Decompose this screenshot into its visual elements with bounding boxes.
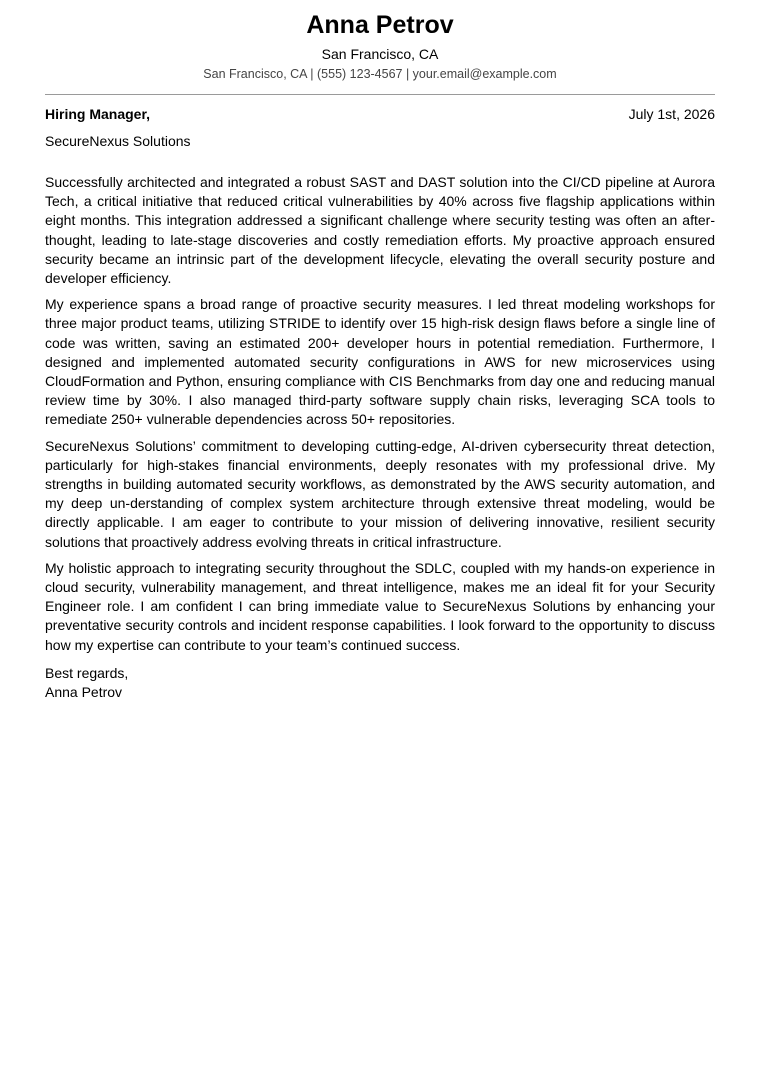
recipient-company: SecureNexus Solutions xyxy=(45,133,191,149)
body-paragraph-4: My holistic approach to integrating security throughout the SDLC, coupled with my hands-on experience in cloud security, vulnerability management, and threat intelligence, makes me an ideal fit for your Security Engineer role. I am confident I can bring immediate value to SecureNexus Solutions by enhancing your preventative security controls and incident response capabilities. I look forward to the opportunity to discuss how my expertise can contribute to your team’s continued success. xyxy=(45,559,715,653)
recipient-row xyxy=(45,105,715,123)
signature-name: Anna Petrov xyxy=(45,684,123,701)
header-divider xyxy=(45,94,715,95)
body-paragraph-2: My experience spans a broad range of proactive security measures. I led threat modeling workshops for three major product teams, utilizing STRIDE to identify over 15 high-risk design flaws before a single line of code was written, saving an estimated 200+ developer hours in potential remediation. Furthermore, I designed and implemented automated security configurations in AWS for new microservices using CloudFormation and Python, ensuring compliance with CIS Benchmarks from day one and reducing manual review time by 30%. I also managed third-party software supply chain risks, leveraging SCA tools to remediate 250+ vulnerable dependencies across 50+ repositories. xyxy=(45,296,715,428)
recipient-salutation: Hiring Manager, xyxy=(45,106,151,122)
body-paragraph-3: SecureNexus Solutions’ commitment to developing cutting-edge, AI-driven cybersecurity threat detection, particularly for high-stakes financial environments, deeply resonates with my professional drive. My strengths in building automated security workflows, as demonstrated by the AWS security automation, and my deep un-derstanding of complex system architecture through extensive threat modeling, would be directly applicable. I am eager to contribute to your mission of delivering innovative, resilient security solutions that proactively address evolving threats in critical infrastructure. xyxy=(45,437,715,550)
sign-off: Best regards, xyxy=(45,664,129,681)
applicant-name: Anna Petrov xyxy=(306,11,454,39)
letter-header xyxy=(45,10,715,82)
letter-closing xyxy=(45,664,715,702)
body-paragraph-1: Successfully architected and integrated a robust SAST and DAST solution into the CI/CD pipeline at Aurora Tech, a critical initiative that reduced critical vulnerabilities by 40% across five flagship applications within eight months. This integration addressed a significant challenge where security testing was often an after-thought, leading to late-stage discoveries and costly remediation efforts. My proactive approach ensured security became an intrinsic part of the development lifecycle, elevating the overall security posture and developer efficiency. xyxy=(45,174,715,287)
letter-body xyxy=(45,173,715,655)
applicant-location: San Francisco, CA xyxy=(321,46,439,62)
letter-date: July 1st, 2026 xyxy=(628,106,715,122)
applicant-contact-line: San Francisco, CA | (555) 123-4567 | your.email@example.com xyxy=(203,67,557,81)
